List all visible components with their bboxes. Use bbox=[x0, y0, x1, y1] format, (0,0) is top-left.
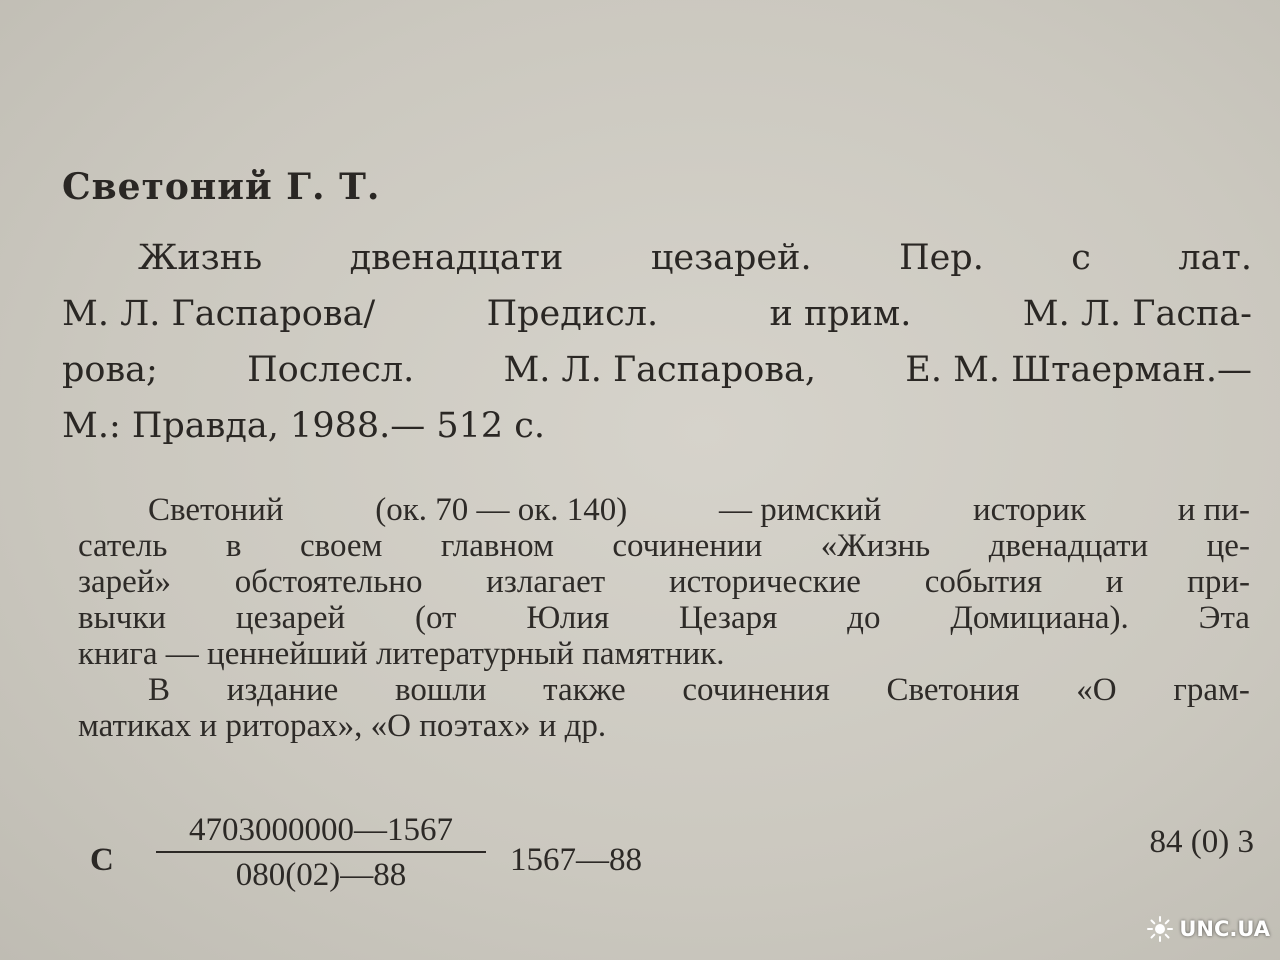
annotation bbox=[78, 492, 1250, 744]
watermark bbox=[1147, 916, 1270, 942]
annotation-word: и bbox=[1105, 564, 1124, 600]
annotation-line-4 bbox=[78, 600, 1250, 636]
biblio-line-3 bbox=[62, 342, 1252, 398]
sun-logo-icon bbox=[1147, 916, 1173, 942]
biblio-word: Пер. bbox=[899, 238, 984, 278]
annotation-word: вычки bbox=[78, 600, 167, 636]
classification-index: 84 (0) 3 bbox=[1149, 824, 1254, 860]
classification-middle: 1567—88 bbox=[510, 842, 642, 878]
annotation-word: сатель bbox=[78, 528, 168, 564]
annotation-word: исторические bbox=[668, 564, 861, 600]
annotation-word: (ок. 70 — ок. 140) bbox=[375, 492, 628, 528]
biblio-word: М. Л. Гаспарова/ bbox=[62, 294, 376, 334]
annotation-word: зарей» bbox=[78, 564, 171, 600]
annotation-word: В bbox=[148, 672, 171, 708]
annotation-word: Эта bbox=[1198, 600, 1250, 636]
biblio-word: Послесл. bbox=[247, 350, 415, 390]
annotation-word: при- bbox=[1187, 564, 1250, 600]
annotation-word: историк bbox=[973, 492, 1087, 528]
fraction-denominator: 080(02)—88 bbox=[235, 857, 407, 893]
biblio-word: двенадцати bbox=[349, 238, 564, 278]
annotation-word: цезарей bbox=[235, 600, 346, 636]
biblio-word: М. Л. Гаспарова, bbox=[503, 350, 817, 390]
annotation-word: Светоний bbox=[148, 492, 284, 528]
biblio-line-2 bbox=[62, 286, 1252, 342]
annotation-word: обстоятельно bbox=[234, 564, 423, 600]
annotation-word: вошли bbox=[395, 672, 487, 708]
biblio-word: Предисл. bbox=[486, 294, 659, 334]
annotation-line-3 bbox=[78, 564, 1250, 600]
biblio-word: М. Л. Гаспа- bbox=[1022, 294, 1252, 334]
classification-fraction bbox=[156, 812, 486, 894]
annotation-word: (от bbox=[415, 600, 457, 636]
biblio-word: Жизнь bbox=[138, 238, 263, 278]
biblio-word: Е. М. Штаерман.— bbox=[905, 350, 1252, 390]
classification-codes bbox=[90, 812, 1260, 912]
biblio-word: лат. bbox=[1178, 238, 1252, 278]
annotation-word: издание bbox=[226, 672, 339, 708]
annotation-line-2 bbox=[78, 528, 1250, 564]
biblio-line-4: М.: Правда, 1988.— 512 с. bbox=[62, 406, 546, 446]
classification-letter: С bbox=[90, 842, 114, 878]
annotation-word: Светония bbox=[886, 672, 1020, 708]
biblio-word: и прим. bbox=[769, 294, 912, 334]
annotation-word: сочинения bbox=[682, 672, 830, 708]
annotation-word: двенадцати bbox=[988, 528, 1149, 564]
annotation-word: излагает bbox=[486, 564, 606, 600]
annotation-line-1 bbox=[78, 492, 1250, 528]
fraction-numerator: 4703000000—1567 bbox=[189, 812, 453, 848]
annotation-word: Цезаря bbox=[679, 600, 778, 636]
annotation-word: «Жизнь bbox=[820, 528, 931, 564]
biblio-line-1 bbox=[62, 230, 1252, 286]
annotation-word: це- bbox=[1206, 528, 1250, 564]
annotation-word: до bbox=[847, 600, 881, 636]
fraction-bar bbox=[156, 851, 486, 853]
annotation-word: Домициана). bbox=[950, 600, 1129, 636]
annotation-word: и пи- bbox=[1177, 492, 1250, 528]
annotation-line-7: матиках и риторах», «О поэтах» и др. bbox=[78, 708, 607, 744]
watermark-text: UNC.UA bbox=[1179, 917, 1270, 941]
annotation-word: — римский bbox=[719, 492, 882, 528]
annotation-line-5: книга — ценнейший литературный памятник. bbox=[78, 636, 725, 672]
annotation-word: грам- bbox=[1173, 672, 1250, 708]
annotation-line-6 bbox=[78, 672, 1250, 708]
biblio-word: цезарей. bbox=[650, 238, 812, 278]
biblio-word: рова; bbox=[62, 350, 158, 390]
annotation-word: главном bbox=[440, 528, 554, 564]
biblio-word: с bbox=[1071, 238, 1091, 278]
annotation-word: события bbox=[924, 564, 1043, 600]
author-heading: Светоний Г. Т. bbox=[62, 166, 381, 208]
annotation-word: также bbox=[543, 672, 626, 708]
annotation-word: сочинении bbox=[612, 528, 763, 564]
annotation-word: «О bbox=[1076, 672, 1117, 708]
annotation-word: в bbox=[225, 528, 242, 564]
annotation-word: своем bbox=[300, 528, 383, 564]
annotation-word: Юлия bbox=[526, 600, 610, 636]
bibliographic-description bbox=[62, 230, 1252, 454]
